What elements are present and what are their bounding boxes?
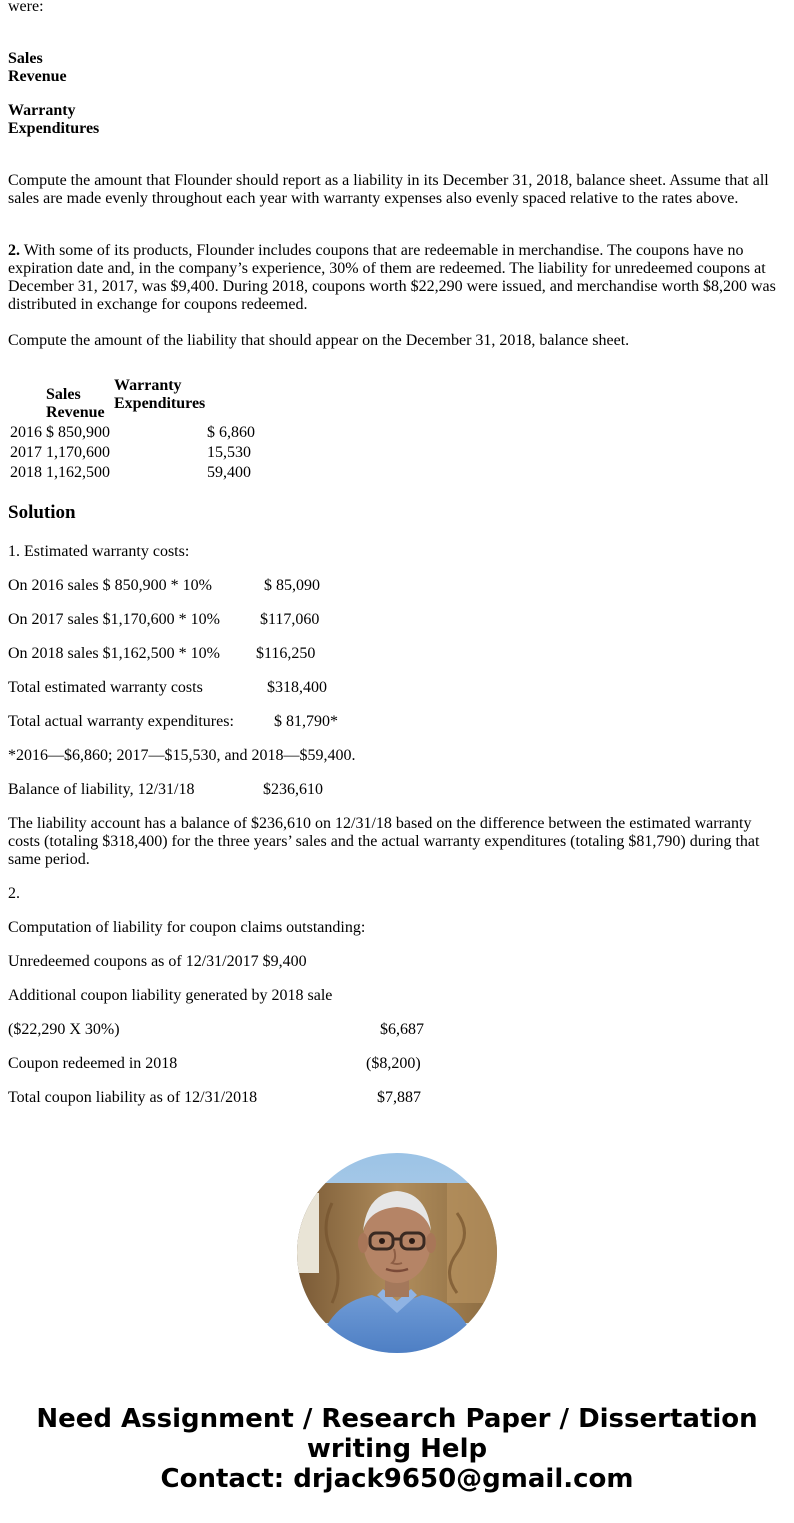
warranty-line-2016: On 2016 sales $ 850,900 * 10% xyxy=(8,577,212,594)
q2-number: 2. xyxy=(8,242,20,259)
total-coupon-amount: $7,887 xyxy=(377,1089,421,1106)
warranty-amount-2017: $117,060 xyxy=(260,611,320,628)
redeemed-amount: ($8,200) xyxy=(366,1055,421,1072)
table-cell-warranty: 15,530 xyxy=(207,444,251,461)
total-coupon-label: Total coupon liability as of 12/31/2018 xyxy=(8,1089,258,1106)
total-estimated-amount: $318,400 xyxy=(267,679,327,696)
table-cell-sales: 1,170,600 xyxy=(46,444,110,461)
warranty-amount-2016: $ 85,090 xyxy=(264,577,320,594)
table-cell-sales: $ 850,900 xyxy=(46,424,110,441)
unredeemed-line: Unredeemed coupons as of 12/31/2017 $9,400 xyxy=(8,953,307,970)
table-cell-year: 2017 xyxy=(10,444,42,461)
warranty-line-2017: On 2017 sales $1,170,600 * 10% xyxy=(8,611,220,628)
table-cell-warranty: $ 6,860 xyxy=(207,424,255,441)
footer-contact: Contact: drjack9650@gmail.com xyxy=(160,1464,634,1494)
q2-instruction: Compute the amount of the liability that should appear on the December 31, 2018, balance sheet. xyxy=(8,332,630,349)
table-header-sales: Sales Revenue xyxy=(46,386,105,421)
footnote: *2016—$6,860; 2017—$15,530, and 2018—$59,400. xyxy=(8,747,356,764)
additional-line: Additional coupon liability generated by 2018 sale xyxy=(8,987,333,1004)
warranty-amount-2018: $116,250 xyxy=(256,645,316,662)
total-estimated-label: Total estimated warranty costs xyxy=(8,679,203,696)
part2-title: 2. xyxy=(8,885,20,902)
q1-header-warranty: Warranty Expenditures xyxy=(8,102,100,137)
avatar xyxy=(297,1153,497,1353)
calc-amount: $6,687 xyxy=(380,1021,424,1038)
balance-amount: $236,610 xyxy=(263,781,323,798)
balance-label: Balance of liability, 12/31/18 xyxy=(8,781,195,798)
total-actual-label: Total actual warranty expenditures: xyxy=(8,713,234,730)
table-cell-year: 2018 xyxy=(10,464,42,481)
solution-heading: Solution xyxy=(8,502,76,523)
coupon-title: Computation of liability for coupon claims outstanding: xyxy=(8,919,366,936)
q1-header-sales: Sales Revenue xyxy=(8,50,67,85)
table-header-warranty: Warranty Expenditures xyxy=(114,377,206,412)
table-cell-sales: 1,162,500 xyxy=(46,464,110,481)
q1-instruction: Compute the amount that Flounder should report as a liability in its December 31, 2018, balance sheet. Assume that all sales are made evenly throughout each year with warranty expenses also evenly spaced relative to the rates above. xyxy=(8,172,769,207)
explanation: The liability account has a balance of $236,610 on 12/31/18 based on the difference between the estimated warranty costs (totaling $318,400) for the three years’ sales and the actual warranty expenditures (totaling $81,790) during that same period. xyxy=(8,815,760,868)
calc-label: ($22,290 X 30%) xyxy=(8,1021,120,1038)
q2-text: 2. With some of its products, Flounder includes coupons that are redeemable in merchandise. The coupons have no expiration date and, in the company’s experience, 30% of them are redeemed. The liability for unredeemed coupons at December 31, 2017, was $9,400. During 2018, coupons worth $22,290 were issued, and merchandise worth $8,200 was distributed in exchange for coupons redeemed. xyxy=(8,242,776,313)
footer-line-2: writing Help xyxy=(306,1434,488,1464)
portrait-illustration xyxy=(297,1153,497,1353)
footer-line-1: Need Assignment / Research Paper / Dissertation xyxy=(36,1404,758,1434)
q1-were: were: xyxy=(8,0,44,15)
warranty-line-2018: On 2018 sales $1,162,500 * 10% xyxy=(8,645,220,662)
total-actual-amount: $ 81,790* xyxy=(274,713,338,730)
part1-title: 1. Estimated warranty costs: xyxy=(8,543,190,560)
table-cell-warranty: 59,400 xyxy=(207,464,251,481)
table-cell-year: 2016 xyxy=(10,424,42,441)
redeemed-label: Coupon redeemed in 2018 xyxy=(8,1055,178,1072)
